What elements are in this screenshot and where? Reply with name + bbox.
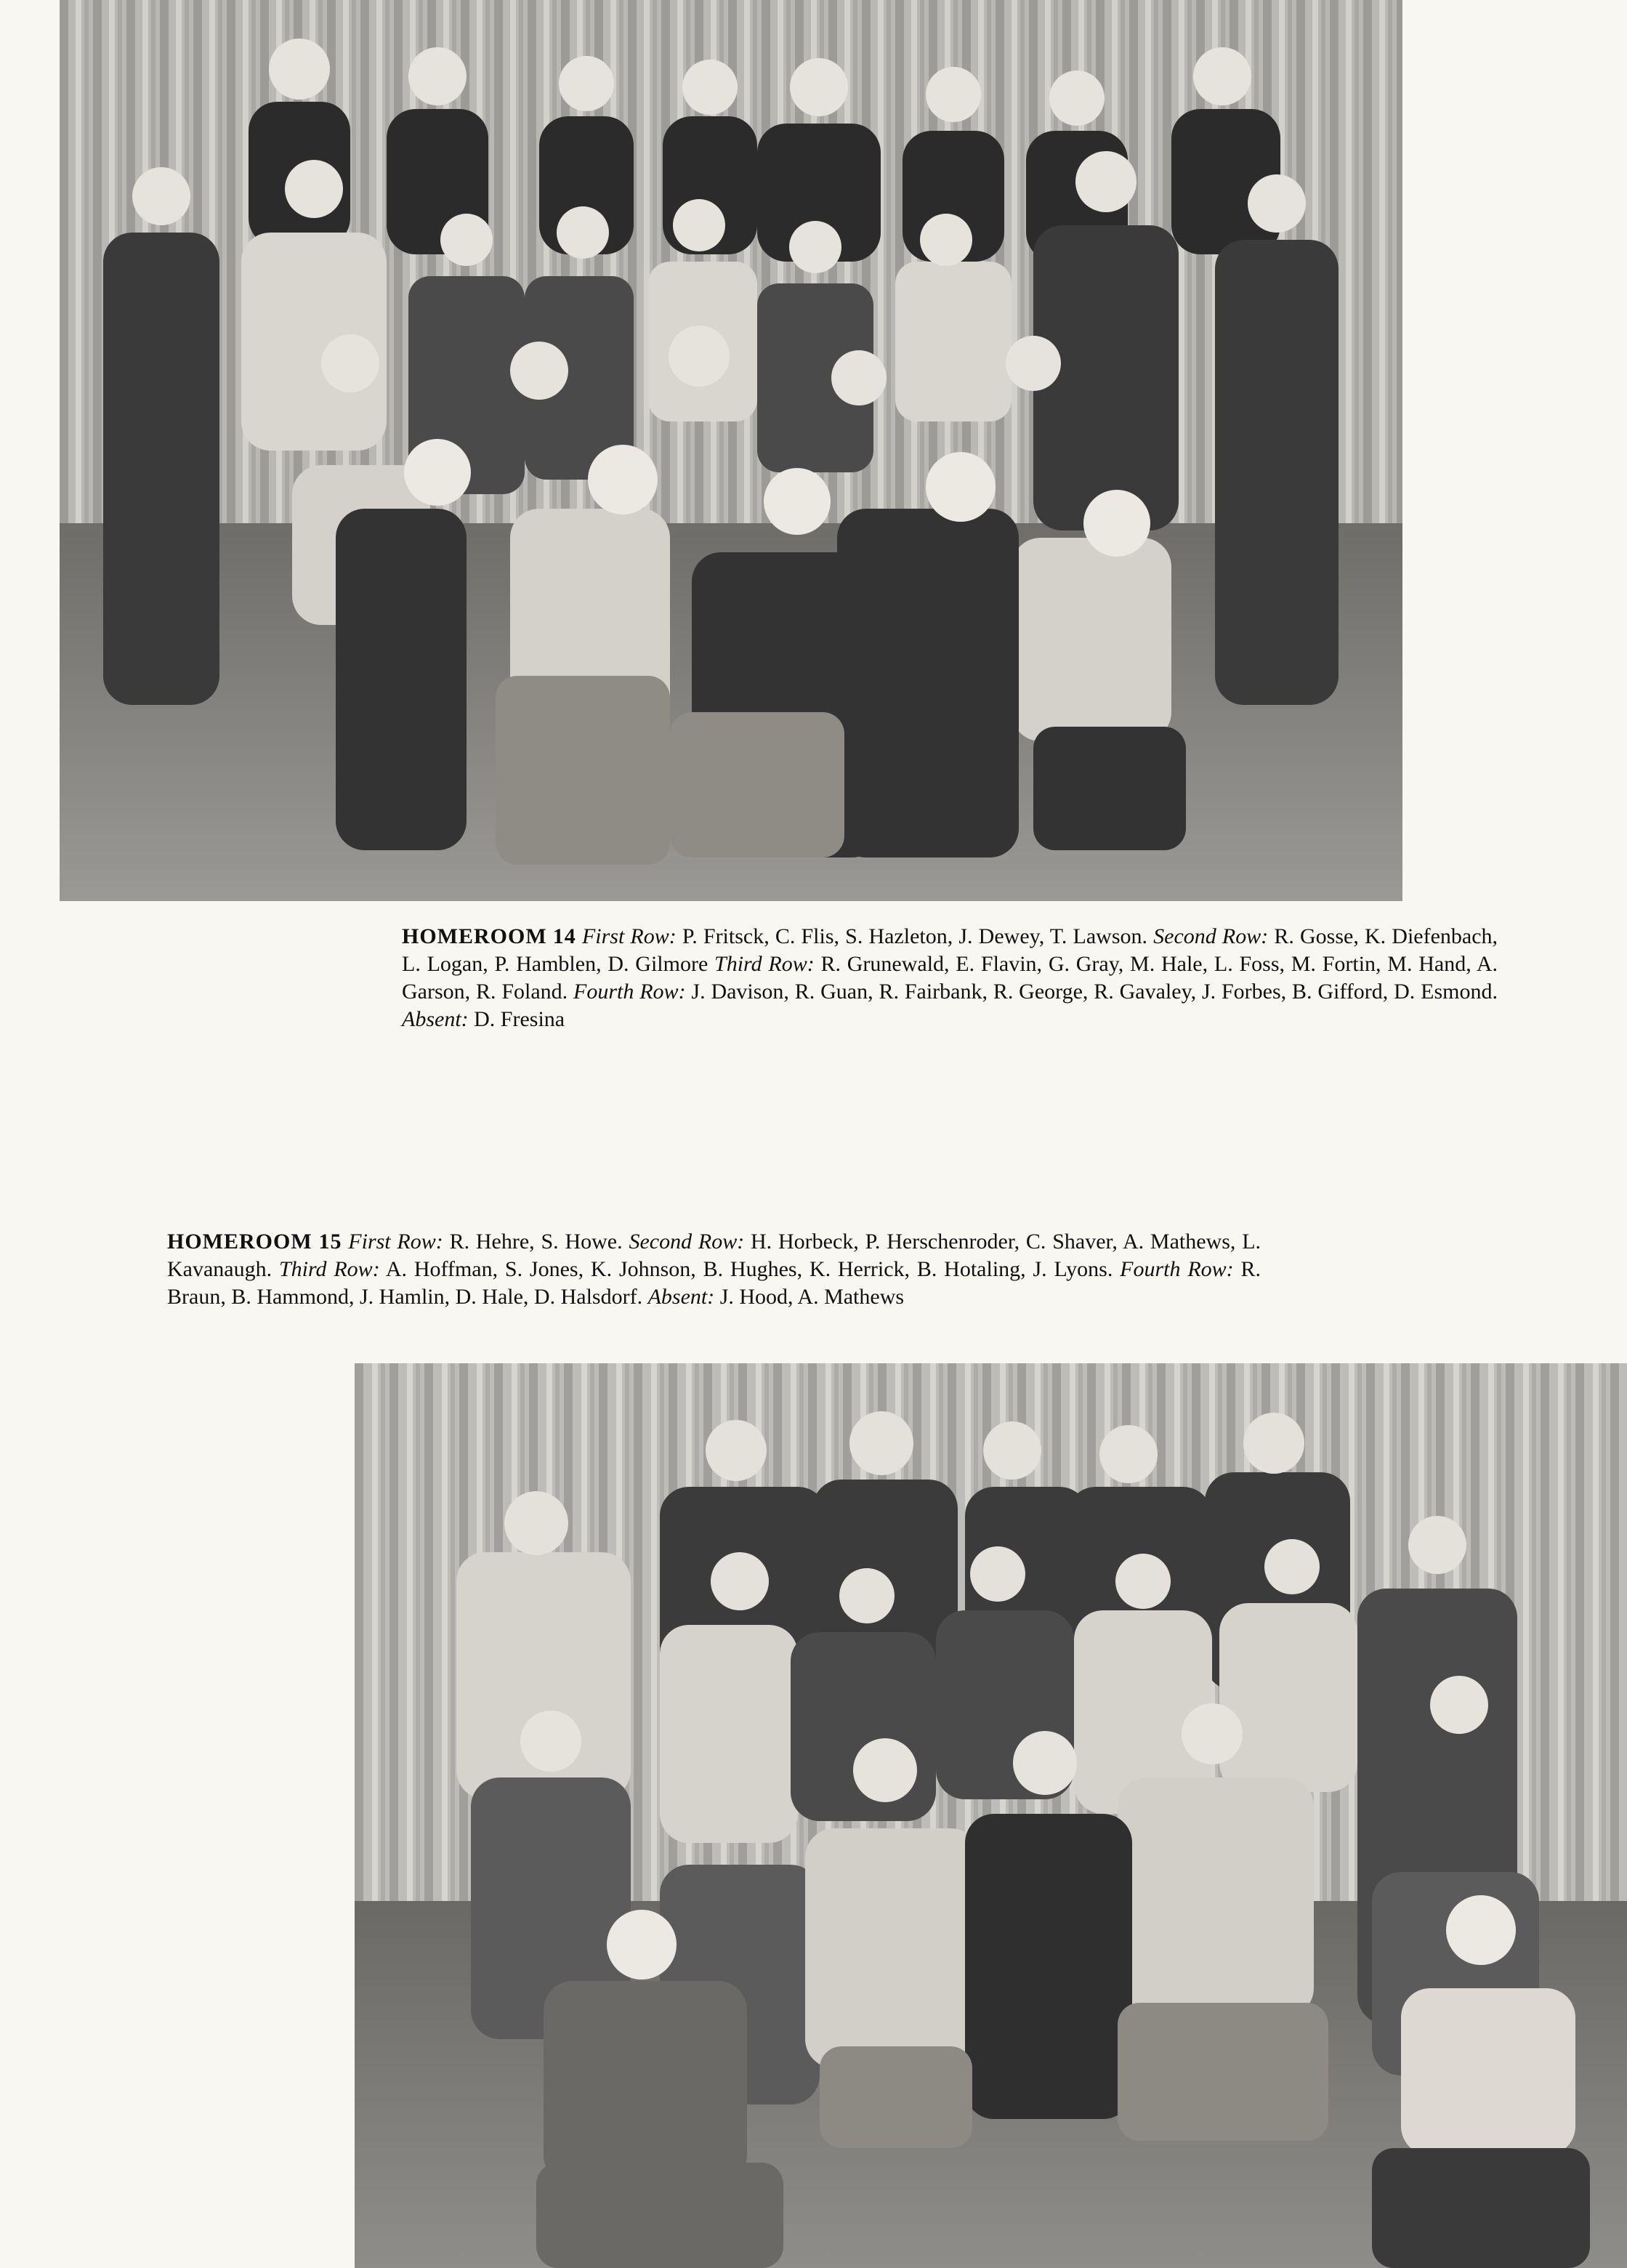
second-row-names: H. Horbeck, P. Herschenroder, C. Shaver, A. Mathews, L. Kavanaugh. xyxy=(167,1230,1261,1281)
second-row-label: Second Row: xyxy=(1153,924,1269,948)
first-row-label: First Row: xyxy=(581,924,677,948)
fourth-row-label: Fourth Row: xyxy=(573,980,686,1004)
second-row-label: Second Row: xyxy=(629,1230,745,1254)
homeroom-15-photo-graphic xyxy=(355,1363,1627,2268)
homeroom-15-number: 15 xyxy=(318,1230,342,1254)
homeroom-15-photo xyxy=(355,1363,1627,2268)
third-row-names: A. Hoffman, S. Jones, K. Johnson, B. Hughes, K. Herrick, B. Hotaling, J. Lyons. xyxy=(385,1257,1113,1281)
first-row-label: First Row: xyxy=(348,1230,443,1254)
homeroom-14-caption xyxy=(402,923,1498,1033)
third-row-label: Third Row: xyxy=(714,952,815,976)
homeroom-14-title: HOMEROOM xyxy=(402,924,547,948)
absent-names: D. Fresina xyxy=(474,1007,565,1031)
homeroom-14-photo-graphic xyxy=(60,0,1402,901)
fourth-row-label: Fourth Row: xyxy=(1120,1257,1234,1281)
third-row-label: Third Row: xyxy=(278,1257,380,1281)
absent-label: Absent: xyxy=(647,1285,715,1309)
fourth-row-names: R. Braun, B. Hammond, J. Hamlin, D. Hale, D. Halsdorf. xyxy=(167,1257,1261,1309)
homeroom-14-photo xyxy=(60,0,1402,901)
third-row-names: R. Grunewald, E. Flavin, G. Gray, M. Hale, L. Foss, M. Fortin, M. Hand, A. Garson, R. Foland. xyxy=(402,952,1498,1004)
second-row-names: R. Gosse, K. Diefenbach, L. Logan, P. Hamblen, D. Gilmore xyxy=(402,924,1498,976)
absent-names: J. Hood, A. Mathews xyxy=(719,1285,905,1309)
homeroom-14-number: 14 xyxy=(552,924,576,948)
homeroom-15-caption xyxy=(167,1228,1261,1311)
absent-label: Absent: xyxy=(402,1007,469,1031)
fourth-row-names: J. Davison, R. Guan, R. Fairbank, R. George, R. Gavaley, J. Forbes, B. Gifford, D. Esmond. xyxy=(691,980,1498,1004)
first-row-names: P. Fritsck, C. Flis, S. Hazleton, J. Dewey, T. Lawson. xyxy=(682,924,1147,948)
homeroom-15-title: HOMEROOM xyxy=(167,1230,312,1254)
first-row-names: R. Hehre, S. Howe. xyxy=(449,1230,623,1254)
